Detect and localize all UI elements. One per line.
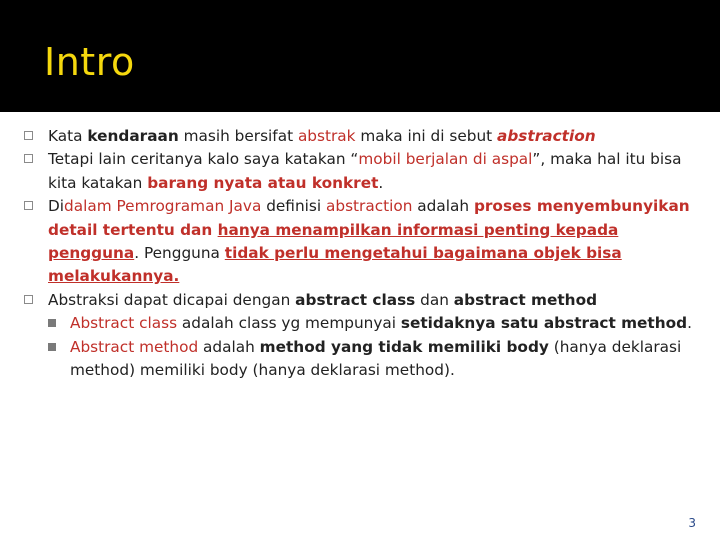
text-bold: method yang tidak memiliki body [259,337,549,356]
bullet-abstraction [22,125,702,148]
text: adalah class yg mempunyai [177,314,401,333]
text: . [687,314,692,333]
text-underlined: tidak perlu mengetahui bagaimana objek bisa melakukannya. [48,244,622,286]
sub-bullet-abstract-method [22,336,702,383]
text-highlight: Abstract class [70,314,178,333]
page-number: 3 [688,516,696,530]
text: . Pengguna [134,244,225,263]
title-bar [0,0,720,112]
text-bold: kendaraan [87,127,179,145]
text: Kata [48,127,88,145]
text-bold: abstract class [295,290,416,309]
slide-title: Intro [44,40,135,84]
text-underlined: hanya menampilkan informasi penting kepada pengguna [48,220,619,263]
text: Abstraksi dapat dicapai dengan [48,290,296,309]
text: adalah [198,337,260,356]
text-highlight: abstraction [497,127,596,145]
text-highlight: proses menyembunyikan detail tertentu dan [48,197,690,239]
bullet-box-icon [24,131,33,140]
text: ”, maka hal itu bisa kita katakan [48,150,682,192]
slide-content [22,125,702,382]
text: masih bersifat [178,127,298,145]
text: maka ini di sebut [355,127,498,145]
sub-bullet-abstract-class [22,312,702,335]
bullet-java-definition [22,195,702,289]
text: Tetapi lain ceritanya kalo saya katakan “ [48,150,359,169]
text-highlight: dalam Pemrograman Java [64,197,262,216]
bullet-box-icon [24,295,33,304]
text-highlight: Abstract method [70,337,199,356]
text: Di [48,197,65,216]
bullet-box-icon [24,201,33,210]
text-highlight: barang nyata atau konkret [147,173,379,192]
text: dan [415,290,454,309]
text: (hanya deklarasi method) memiliki body (hanya deklarasi method). [70,337,682,380]
text: definisi [261,197,326,216]
text-highlight: abstraction [325,197,413,216]
text-bold: abstract method [453,290,598,309]
text: . [378,173,384,192]
text-highlight: abstrak [297,127,356,145]
bullet-konkret [22,148,702,195]
bullet-abstraksi [22,289,702,312]
text-bold: setidaknya satu abstract method [400,314,688,333]
bullet-box-icon [24,154,33,163]
text: adalah [412,197,474,216]
text-highlight: mobil berjalan di aspal [358,150,533,169]
square-bullet-icon [48,319,56,327]
square-bullet-icon [48,343,56,351]
